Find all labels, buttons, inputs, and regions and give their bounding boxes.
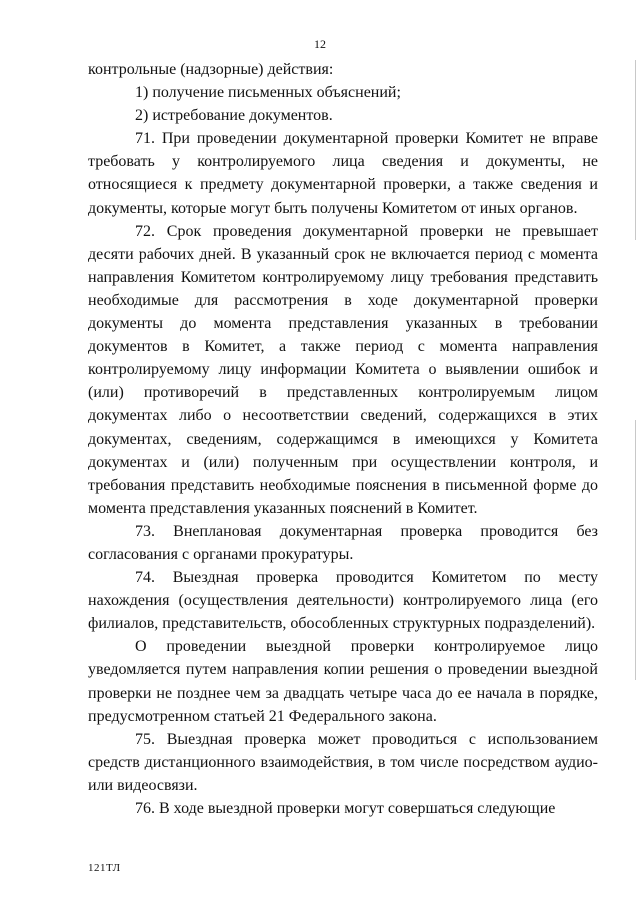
paragraph-75: 75. Выездная проверка может проводиться с использованием средств дистанционного взаимодействия, в том числе посредством аудио- или видеосвязи. [88, 730, 598, 794]
list-item-1: 1) получение письменных объяснений; [135, 84, 401, 102]
scan-edge-mark [635, 60, 636, 240]
scan-edge-mark [635, 420, 636, 680]
paragraph-76: 76. В ходе выездной проверки могут совершаться следующие [135, 800, 556, 817]
page-number: 12 [314, 37, 326, 51]
paragraph-72: 72. Срок проведения документарной проверки не превышает десяти рабочих дней. В указанный срок не включается период с момента направления Комитетом контролируемому лицу требования представить необходимые для рассмотрения в ходе документарной проверки документы до момента представления указанных в требовании документов в Комитет, а также период с момента направления контролируемому лицу информации Комитета о выявлении ошибок и (или) противоречий в представленных контролируемым лицом документах либо о несоответствии сведений, содержащихся в этих документах, сведениям, содержащимся в имеющихся у Комитета документах и (или) полученным при осуществлении контроля, и требования представить необходимые пояснения в письменной форме до момента представления указанных пояснений в Комитет. [88, 222, 598, 517]
paragraph-71: 71. При проведении документарной проверки Комитет не вправе требовать у контролируемого лица сведения и документы, не относящиеся к предмету документарной проверки, а также сведения и документы, которые могут быть получены Комитетом от иных органов. [88, 130, 598, 217]
paragraph-continuation: контрольные (надзорные) действия: [88, 61, 334, 78]
list-item-2: 2) истребование документов. [135, 107, 333, 125]
paragraph-74: 74. Выездная проверка проводится Комитетом по месту нахождения (осуществления деятельности) контролируемого лица (его филиалов, представительств, обособленных структурных подразделений). [88, 569, 598, 633]
paragraph-73: 73. Внеплановая документарная проверка проводится без согласования с органами прокуратуры. [88, 522, 598, 563]
document-body [88, 58, 598, 820]
paragraph-74-notice: О проведении выездной проверки контролируемое лицо уведомляется путем направления копии решения о проведении выездной проверки не позднее чем за двадцать четыре часа до ее начала в порядке, предусмотренном статьей 21 Федерального закона. [88, 638, 598, 725]
footer-document-code: 121ТЛ [88, 862, 121, 874]
